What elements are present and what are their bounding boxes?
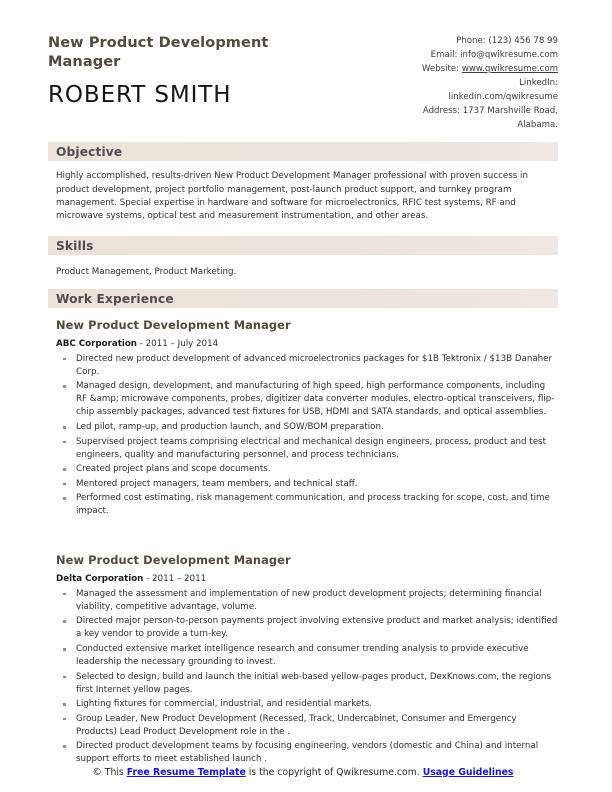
section-header-objective: [48, 142, 558, 161]
entry-dates: - 2011 – July 2014: [137, 338, 219, 349]
bullet-item: Led pilot, ramp-up, and production launch, and SOW/BOM preparation.: [56, 421, 558, 434]
section-title-skills: Skills: [56, 238, 94, 253]
bullet-item: Directed new product development of advanced microelectronics packages for $1B Tektronix / $13B Danaher Corp.: [56, 353, 558, 379]
entry-job-title: New Product Development Manager: [56, 553, 291, 568]
bullet-item: Group Leader, New Product Development (Recessed, Track, Undercabinet, Consumer and Emergency Products) Lead Product Development role in the .: [56, 713, 558, 739]
entry-company: ABC Corporation: [56, 338, 137, 349]
bullet-item: Conducted extensive market intelligence research and consumer trending analysis to provide executive leadership the necessary grounding to invest.: [56, 643, 558, 669]
skills-text: Product Management, Product Marketing.: [56, 267, 237, 278]
bullet-item: Managed the assessment and implementation of new product development projects; determining financial viability, competitive advantage, volume.: [56, 588, 558, 614]
bullet-item: Managed design, development, and manufacturing of high speed, high performance components, including RF &amp; microwave components, probes, digitizer data converter modules, electro-optical transceivers, flip-chip assembly packages, advanced test fixtures for USB, HDMI and SATA standards, and optical assemblies.: [56, 380, 558, 419]
headline-job-title: New Product Development Manager: [48, 35, 269, 71]
bullet-item: Performed cost estimating, risk management communication, and process tracking for scope, cost, and time impact.: [56, 492, 558, 518]
contact-phone: Phone: (123) 456 78 99: [456, 36, 558, 46]
copyright-icon: ©: [92, 766, 102, 778]
bullet-item: Supervised project teams comprising electrical and mechanical design engineers, process, product and test engineers, quality and manufacturing personnel, and process technicians.: [56, 436, 558, 462]
bullet-item: Mentored project managers, team members, and technical staff.: [56, 478, 558, 491]
contact-email: Email: info@qwikresume.com: [430, 49, 558, 60]
entry-bullet-list: [56, 353, 558, 519]
free-resume-template-link[interactable]: Free Resume Template: [126, 766, 246, 778]
section-header-work-experience: [48, 289, 558, 308]
entry-dates: - 2011 – 2011: [143, 573, 207, 584]
contact-website-link[interactable]: www.qwikresume.com: [461, 63, 558, 74]
work-experience-entry: [48, 308, 558, 518]
contact-website-row: [345, 63, 558, 77]
contact-address-line-1: Address: 1737 Marshville Road,: [422, 105, 558, 116]
entry-company-dates: [56, 338, 558, 350]
resume-header: [48, 30, 558, 138]
header-identity: [48, 30, 345, 109]
entry-company-dates: [56, 573, 558, 585]
candidate-name: ROBERT SMITH: [48, 82, 232, 109]
contact-website-label: Website:: [421, 63, 462, 74]
bullet-item: Lighting fixtures for commercial, industrial, and residential markets.: [56, 698, 558, 711]
bullet-item: Created project plans and scope documents.: [56, 463, 558, 476]
objective-text: Highly accomplished, results-driven New Product Development Manager professional with proven success in product development, project portfolio management, post-launch product support, and turnkey program management. Special expertise in hardware and software for microelectronics, RFIC test systems, RF and microwave systems, optical test and measurement instrumentation, and other areas.: [56, 171, 528, 222]
entry-company: Delta Corporation: [56, 573, 144, 584]
contact-address-line-2: Alabama.: [517, 119, 558, 130]
bullet-item: Directed product development teams by focusing engineering, vendors (domestic and China) and internal support efforts to meet established launch .: [56, 740, 558, 766]
contact-linkedin-value: linkedin.com/qwikresume: [448, 91, 558, 102]
usage-guidelines-link[interactable]: Usage Guidelines: [422, 766, 514, 778]
entry-job-title: New Product Development Manager: [56, 318, 291, 333]
bullet-item: Selected to design, build and launch the initial web-based yellow-pages product, DexKnows.com, the regions first Internet yellow pages.: [56, 671, 558, 697]
bullet-item: Directed major person-to-person payments project involving extensive product and market analysis; identified a key vendor to provide a turn-key.: [56, 615, 558, 641]
contact-block: [345, 30, 558, 132]
footer-prefix: This: [101, 766, 127, 778]
section-header-skills: [48, 236, 558, 255]
section-title-work-experience: Work Experience: [56, 291, 174, 306]
contact-linkedin-label: LinkedIn:: [519, 77, 558, 88]
work-experience-entry: [48, 518, 558, 766]
entry-bullet-list: [56, 588, 558, 767]
section-title-objective: Objective: [56, 144, 123, 159]
footer-copyright: [48, 766, 558, 780]
footer-middle: is the copyright of Qwikresume.com.: [245, 766, 423, 778]
